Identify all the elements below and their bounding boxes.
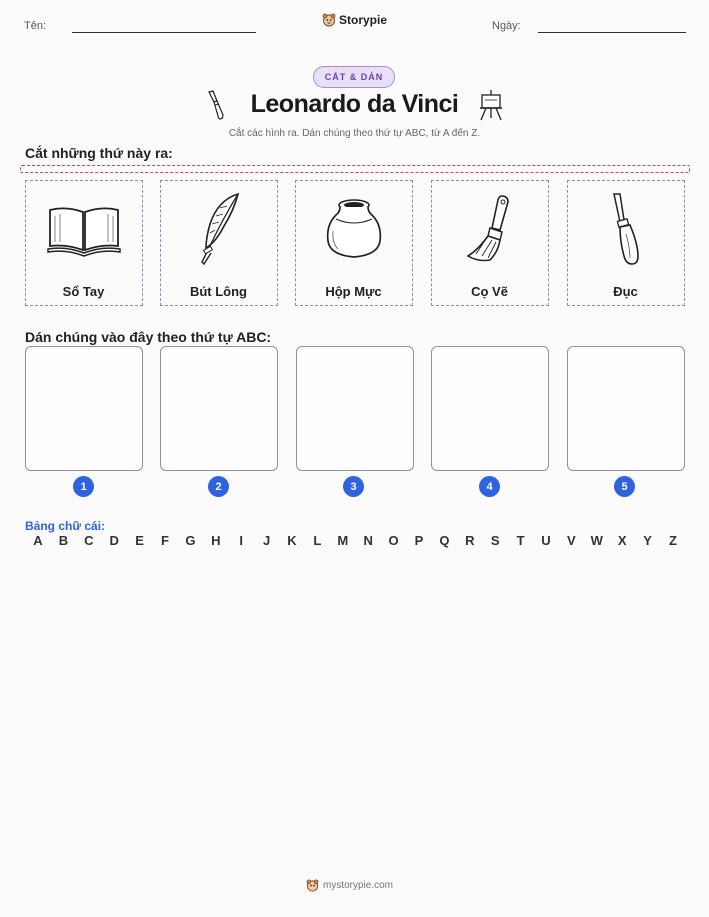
alphabet-letter: G [185,533,196,548]
paste-section-heading: Dán chúng vào đây theo thứ tự ABC: [25,329,272,345]
alphabet-letter: D [109,533,119,548]
order-number-badge: 2 [208,476,229,497]
date-label: Ngày: [492,20,521,32]
alphabet-letter: F [161,533,169,548]
alphabet-letter: P [414,533,424,548]
chisel-icon [606,192,646,268]
cut-card-label: Cọ Vẽ [471,284,508,299]
cut-card-quill[interactable] [160,180,278,306]
alphabet-letter: X [617,533,627,548]
paintbrush-icon [462,192,518,268]
easel-icon [478,89,504,121]
alphabet-letter: C [84,533,94,548]
alphabet-row [25,533,695,549]
alphabet-letter: Q [439,533,450,548]
brand-logo [322,13,387,27]
paste-box-3[interactable] [296,346,414,471]
cut-card-ink-pot[interactable] [295,180,413,306]
quill-pen-icon [194,192,244,268]
ink-pot-icon [324,195,384,265]
alphabet-letter: A [33,533,43,548]
cut-card-label: Bút Lông [189,284,248,299]
order-number-badge: 1 [73,476,94,497]
cut-card-label: Đục [613,284,638,299]
name-field-line[interactable] [72,32,256,33]
storypie-mascot-icon [306,879,319,892]
alphabet-letter: K [287,533,297,548]
alphabet-letter: E [135,533,144,548]
cut-card-paintbrush[interactable] [431,180,549,306]
page-header [0,0,709,50]
alphabet-letter: N [363,533,373,548]
notebook-icon [46,202,122,258]
cut-section-heading: Cắt những thứ này ra: [25,145,173,161]
alphabet-letter: Y [643,533,652,548]
alphabet-title: Bảng chữ cái: [25,519,106,533]
paste-box-2[interactable] [160,346,278,471]
brand-name: Storypie [339,13,388,27]
alphabet-letter: L [313,533,322,548]
alphabet-letter: S [490,533,500,548]
alphabet-letter: Z [669,533,677,548]
alphabet-letter: M [337,533,349,548]
instructions: Cắt các hình ra. Dán chúng theo thứ tự ABC, từ A đến Z. [228,128,481,139]
alphabet-letter: W [590,533,603,548]
storypie-mascot-icon [322,13,336,27]
page-footer [306,879,393,892]
paste-box-5[interactable] [567,346,685,471]
alphabet-letter: H [211,533,221,548]
alphabet-letter: B [58,533,69,548]
footer-url: mystorypie.com [323,880,394,891]
alphabet-letter: T [516,533,525,548]
name-label: Tên: [24,20,47,32]
order-number-badge: 4 [479,476,500,497]
alphabet-letter: I [239,533,243,548]
alphabet-letter: U [541,533,551,548]
alphabet-letter: V [567,533,576,548]
alphabet-letter: O [388,533,399,548]
date-field-line[interactable] [538,32,686,33]
alphabet-letter: R [465,533,475,548]
order-number-badge: 3 [343,476,364,497]
cut-card-notebook[interactable] [25,180,143,306]
cut-card-chisel[interactable] [567,180,685,306]
paste-box-1[interactable] [25,346,143,471]
cut-card-label: Sổ Tay [62,284,105,299]
cut-line [20,165,690,173]
order-number-badge: 5 [614,476,635,497]
activity-tag: CẮT & DÁN [313,66,395,88]
alphabet-letter: J [262,533,271,548]
page-title: Leonardo da Vinci [250,90,459,118]
paste-box-4[interactable] [431,346,549,471]
cut-card-label: Hộp Mực [325,284,382,299]
